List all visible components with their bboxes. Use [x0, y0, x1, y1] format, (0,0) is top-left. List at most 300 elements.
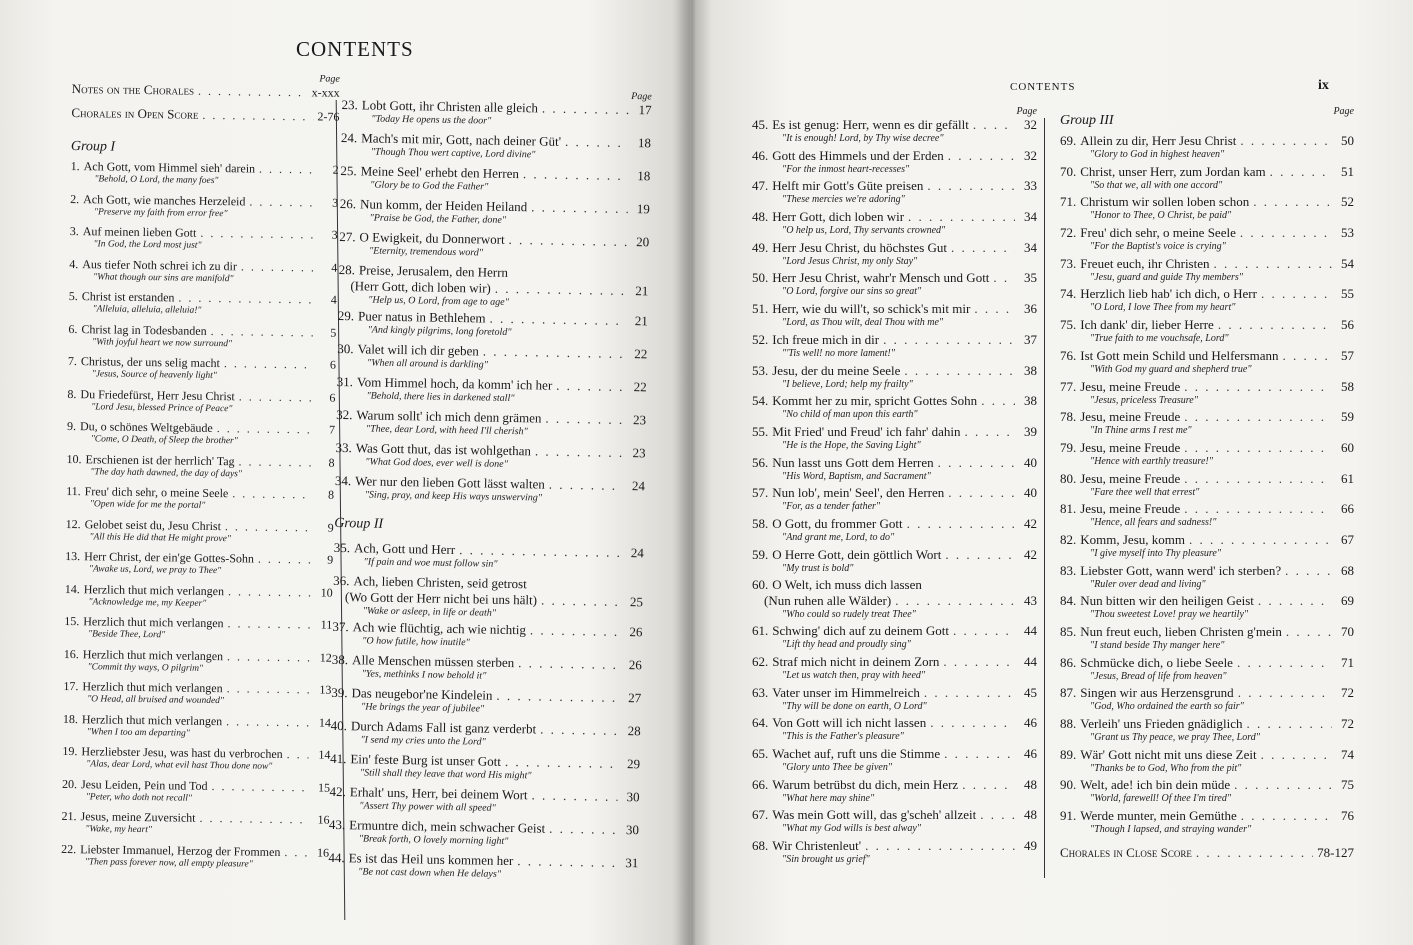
entry-page: 29	[626, 756, 641, 772]
entry-translation: "Jesus, Bread of life from heaven"	[1090, 670, 1227, 682]
leader-dots	[287, 747, 309, 762]
entry-title: Jesu, der du meine Seele	[772, 362, 901, 378]
chorale-entry	[333, 540, 644, 578]
entry-translation: "Jesus, priceless Treasure"	[1090, 394, 1198, 406]
entry-page: 39	[1024, 423, 1037, 439]
entry-translation: "O Head, all bruised and wounded"	[87, 694, 225, 707]
entry-title: Ermuntre dich, mein schwacher Geist	[349, 817, 546, 836]
entry-translation: "Peter, who doth not recall"	[85, 791, 192, 804]
entry-title: Verleih' uns Frieden gnädiglich	[1080, 716, 1243, 732]
entry-title: Helft mir Gott's Güte preisen	[772, 178, 924, 194]
chorale-entry	[1060, 655, 1354, 686]
chorale-entry	[337, 341, 648, 379]
entry-number: 52.	[752, 331, 769, 347]
leader-dots	[973, 117, 1015, 133]
entry-translation: "He brings the year of jubilee"	[360, 701, 485, 715]
leader-dots	[495, 281, 627, 299]
entry-title: O Welt, ich muss dich lassen	[772, 577, 922, 593]
leader-dots	[199, 811, 307, 828]
leader-dots	[1285, 563, 1332, 579]
entry-translation: "Hence, all fears and sadness!"	[1090, 517, 1217, 529]
entry-title: Mach's mit mir, Gott, nach deiner Güt'	[361, 130, 562, 149]
entry-translation: "Glory be to God the Father"	[370, 179, 489, 193]
leader-dots	[1214, 256, 1333, 272]
entry-title: O Gott, du frommer Gott	[772, 515, 903, 531]
chorale-entry	[1060, 624, 1354, 655]
entry-translation: "Who could so rudely treat Thee"	[782, 609, 916, 621]
leader-dots	[993, 270, 1015, 286]
entry-line	[1060, 225, 1354, 241]
chorale-entry	[61, 841, 329, 877]
entry-page: 75	[1341, 777, 1354, 793]
entry-line	[1060, 624, 1354, 640]
entry-translation: "I believe, Lord; help my frailty"	[782, 378, 913, 390]
chorale-entry	[66, 484, 334, 520]
entry-list	[335, 97, 652, 511]
entry-title: Warum betrübst du dich, mein Herz	[772, 776, 959, 792]
entry-translation: "Thanks be to God, Who from the pit"	[1090, 762, 1242, 774]
entry-number: 36.	[333, 572, 350, 589]
gutter-shadow	[672, 0, 712, 945]
entry-translation: "Be not cast down when He delays"	[358, 866, 502, 880]
entry-translation: "In God, the Lord most just"	[93, 239, 202, 251]
entry-translation: "Though I lapsed, and straying wander"	[1090, 824, 1252, 836]
entry-page: 6	[329, 390, 336, 405]
entry-title: Valet will ich dir geben	[357, 341, 479, 359]
entry-list	[1060, 133, 1354, 839]
entry-number: 72.	[1060, 225, 1077, 241]
entry-page: 26	[629, 624, 643, 640]
entry-number: 48.	[752, 209, 769, 225]
entry-line	[1060, 471, 1354, 487]
entry-translation: "With God my guard and shepherd true"	[1090, 363, 1252, 375]
entry-number: 34.	[334, 472, 352, 489]
entry-title: Herr Jesu Christ, du höchstes Gut	[772, 239, 948, 255]
leader-dots	[883, 332, 1015, 348]
entry-page: 31	[625, 855, 639, 871]
entry-translation: "Though Thou wert captive, Lord divine"	[370, 146, 536, 161]
chorale-entry	[752, 838, 1037, 869]
chorale-entry	[1060, 716, 1354, 747]
chorale-entry	[70, 159, 338, 195]
entry-number: 78.	[1060, 409, 1077, 425]
entry-page: 74	[1341, 746, 1354, 762]
chorale-entry	[70, 191, 338, 227]
entry-title: Kommt her zu mir, spricht Gottes Sohn	[772, 393, 978, 409]
entry-page: 24	[630, 545, 644, 561]
leader-dots	[1270, 164, 1332, 180]
entry-translation: "For the inmost heart-recesses"	[782, 163, 910, 175]
entry-page: 50	[1341, 133, 1354, 148]
chorale-entry	[752, 577, 1037, 623]
entry-number: 6.	[68, 321, 78, 336]
chorale-entry	[752, 363, 1037, 394]
leader-dots	[225, 519, 312, 535]
entry-number: 1.	[70, 158, 80, 174]
entry-line	[1060, 317, 1354, 333]
entry-translation: "The day hath dawned, the day of days"	[90, 466, 242, 479]
group-heading: Group III	[1060, 113, 1114, 128]
chorale-entry	[752, 654, 1037, 685]
chorale-entry	[328, 850, 639, 888]
entry-page: 27	[628, 690, 642, 706]
chorale-entry	[1060, 440, 1354, 471]
entry-number: 54.	[752, 393, 769, 409]
leader-dots	[549, 477, 623, 494]
chorale-entry	[752, 623, 1037, 654]
entry-page: 44	[1024, 623, 1037, 639]
leader-dots	[1286, 624, 1332, 640]
leader-dots	[228, 584, 311, 600]
entry-title: Komm, Jesu, komm	[1080, 531, 1185, 547]
entry-line	[1060, 286, 1354, 302]
entry-line	[752, 547, 1037, 563]
entry-title: Herr, wie du will't, so schick's mit mir	[772, 301, 971, 317]
entry-page: x-xxx	[311, 85, 340, 100]
entry-page: 21	[635, 283, 649, 299]
entry-number: 69.	[1060, 133, 1077, 148]
entry-title: Mit Fried' und Freud' ich fahr' dahin	[772, 423, 961, 439]
entry-title: Straf mich nicht in deinem Zorn	[772, 654, 940, 669]
entry-title: Ach wie flüchtig, ach wie nichtig	[352, 619, 527, 638]
entry-number: 29.	[337, 307, 355, 324]
chorale-entry	[333, 573, 644, 624]
entry-number: 32.	[336, 406, 353, 423]
entry-line	[752, 332, 1037, 348]
leader-dots	[517, 853, 616, 871]
page-column-label: Page	[631, 91, 652, 103]
chorale-entry	[752, 685, 1037, 716]
chorale-entry	[64, 614, 332, 650]
entry-title: Ich freue mich in dir	[772, 331, 880, 347]
entry-line	[1060, 440, 1354, 456]
entry-title: Jesu Leiden, Pein und Tod	[80, 776, 208, 793]
column-divider	[1044, 118, 1045, 878]
leader-dots	[904, 363, 1015, 379]
entry-number: 25.	[340, 162, 357, 179]
leader-dots	[518, 655, 620, 673]
entry-translation: "Commit thy ways, O pilgrim"	[87, 661, 204, 674]
entry-translation: "Acknowledge me, my Keeper"	[88, 596, 207, 609]
entry-line	[1060, 194, 1354, 210]
entry-number: 9.	[66, 418, 77, 434]
leader-dots	[1218, 317, 1332, 333]
entry-title: Allein zu dir, Herr Jesu Christ	[1080, 133, 1237, 148]
chorale-entry	[752, 746, 1037, 777]
entry-number: 7.	[67, 353, 78, 369]
chorale-entry	[62, 776, 330, 812]
entry-translation: "God, Who ordained the earth so fair"	[1090, 701, 1244, 713]
chorale-entry	[1060, 532, 1354, 563]
right-page-column-2	[1060, 106, 1354, 861]
entry-translation: "World, farewell! Of thee I'm tired"	[1090, 793, 1232, 805]
chorale-entry	[330, 751, 641, 789]
entry-translation: "Lord Jesus Christ, my only Stay"	[782, 255, 918, 267]
leader-dots	[1282, 348, 1332, 364]
entry-title: Liebster Gott, wann werd' ich sterben?	[1080, 562, 1282, 578]
entry-line	[752, 148, 1037, 164]
entry-page: 18	[637, 135, 652, 151]
entry-number: 17.	[63, 678, 79, 694]
entry-number: 49.	[752, 239, 769, 255]
chorale-entry	[339, 229, 650, 267]
entry-translation: "Grant us Thy peace, we pray Thee, Lord"	[1090, 732, 1260, 744]
entry-page: 43	[1024, 593, 1037, 609]
chorale-entry	[752, 777, 1037, 808]
entry-page: 5	[330, 325, 337, 340]
leader-dots	[1240, 225, 1332, 241]
entry-number: 45.	[752, 117, 769, 132]
chorale-entry	[335, 473, 646, 511]
leader-dots	[541, 593, 621, 610]
entry-translation: "He is the Hope, the Saving Light"	[782, 439, 921, 451]
leader-dots	[907, 516, 1015, 532]
entry-title: Nun komm, der Heiden Heiland	[359, 196, 528, 215]
leader-dots	[1253, 194, 1332, 210]
entry-title: Preise, Jerusalem, den Herrn	[358, 262, 509, 280]
chorale-entry	[68, 289, 336, 325]
entry-number: 88.	[1060, 716, 1077, 732]
entry-translation: "Praise be God, the Father, done"	[369, 212, 507, 226]
chorale-entry	[335, 440, 646, 478]
leader-dots	[965, 424, 1015, 440]
leader-dots	[1184, 501, 1332, 517]
entry-number: 63.	[752, 684, 769, 700]
chorale-entry	[1060, 133, 1354, 164]
entry-page: 45	[1024, 684, 1037, 700]
page-title: CONTENTS	[296, 37, 414, 61]
entry-translation: "What God does, ever well is done"	[365, 456, 508, 470]
entry-translation: "Alleluia, alleluia, alleluia!"	[92, 304, 202, 316]
chorale-entry	[61, 809, 329, 845]
entry-number: 77.	[1060, 378, 1077, 394]
entry-line	[752, 393, 1037, 409]
entry-page: 76	[1341, 808, 1354, 824]
entry-page: 32	[1024, 147, 1037, 163]
leader-dots	[930, 715, 1015, 731]
leader-dots	[227, 649, 310, 665]
chorale-entry	[752, 117, 1037, 148]
entry-page: 42	[1024, 546, 1037, 562]
entry-line	[1060, 379, 1354, 395]
leader-dots	[224, 356, 314, 372]
entry-page: 67	[1341, 531, 1354, 547]
entry-title: Vater unser im Himmelreich	[772, 684, 920, 700]
leader-dots	[980, 807, 1015, 823]
entry-number: 24.	[340, 129, 358, 146]
entry-title: Nun lasst uns Gott dem Herren	[772, 454, 934, 470]
chorale-entry	[329, 784, 640, 822]
entry-title: Christ, unser Herr, zum Jordan kam	[1080, 163, 1266, 179]
entry-translation: "Break forth, O lovely morning light"	[358, 833, 509, 848]
entry-number: 64.	[752, 715, 769, 731]
leader-dots	[948, 485, 1015, 501]
entry-line	[1060, 164, 1354, 180]
chorale-entry	[338, 262, 649, 313]
entry-page: 6	[329, 357, 337, 372]
entry-translation: "Today He opens us the door"	[371, 113, 492, 127]
leader-dots	[542, 100, 630, 118]
leader-dots	[938, 455, 1015, 471]
leader-dots	[217, 421, 313, 437]
entry-page: 59	[1341, 409, 1354, 425]
entry-line	[1060, 808, 1354, 824]
entry-title: Nun bitten wir den heiligen Geist	[1080, 593, 1254, 609]
chorale-entry	[67, 386, 335, 422]
entry-page: 18	[637, 168, 651, 184]
chorale-entry	[66, 451, 334, 487]
entry-translation: "Eternity, tremendous word"	[368, 245, 484, 259]
entry-title: Ach Gott, wie manches Herzeleid	[83, 191, 246, 208]
entry-translation: "These mercies we're adoring"	[782, 194, 905, 206]
entry-title: Chorales in Close Score	[1060, 844, 1192, 860]
chorale-entry	[1060, 256, 1354, 287]
entry-number: 62.	[752, 654, 769, 669]
leader-dots	[549, 821, 617, 838]
leader-dots	[249, 194, 316, 210]
entry-page: 4	[331, 260, 338, 275]
chorale-entry	[331, 685, 642, 723]
entry-page: 51	[1341, 163, 1354, 179]
entry-line	[1060, 563, 1354, 579]
entry-title: Wer nur den lieben Gott lässt walten	[355, 473, 545, 492]
entry-page: 19	[636, 201, 650, 217]
entry-title: Das neugebor'ne Kindelein	[351, 685, 493, 703]
entry-translation: "Alas, dear Lord, what evil hast Thou done now"	[86, 759, 273, 772]
chorale-entry	[330, 718, 641, 756]
entry-translation: "Thy will be done on earth, O Lord"	[782, 700, 927, 712]
entry-translation: "Jesus, Source of heavenly light"	[91, 369, 217, 382]
entry-translation: "Preserve my faith from error free"	[93, 206, 228, 219]
entry-number: 14.	[64, 581, 80, 596]
chorale-entry	[63, 646, 331, 682]
leader-dots	[259, 162, 317, 178]
chorale-entry	[752, 547, 1037, 578]
chorale-entry	[752, 485, 1037, 516]
entry-page: 36	[1024, 301, 1037, 317]
chorale-entry	[1060, 563, 1354, 594]
leader-dots	[505, 754, 618, 772]
entry-title: Welt, ade! ich bin dein müde	[1080, 777, 1231, 793]
leader-dots	[531, 787, 617, 804]
leader-dots	[908, 209, 1015, 225]
entry-page: 69	[1341, 593, 1354, 609]
entry-title: Freu' dich sehr, o meine Seele	[84, 484, 229, 501]
entry-page: 55	[1341, 286, 1354, 302]
page-column-label: Page	[1016, 106, 1037, 117]
entry-translation: "Wake, my heart"	[85, 824, 152, 836]
leader-dots	[483, 344, 626, 362]
entry-title: Wir Christenleut'	[772, 838, 862, 854]
entry-title: Du Friedefürst, Herr Jesu Christ	[80, 386, 235, 403]
entry-line	[1060, 716, 1354, 732]
entry-translation: "Glory to God in highest heaven"	[1090, 149, 1225, 160]
entry-title: Jesu, meine Freude	[1080, 378, 1181, 394]
entry-number: 38.	[331, 651, 349, 668]
entry-title: O Ewigkeit, du Donnerwort	[359, 229, 505, 247]
chorale-entry	[1060, 348, 1354, 379]
entry-line	[1060, 777, 1354, 793]
entry-page: 20	[636, 234, 650, 250]
entry-title: Jesu, meine Freude	[1080, 409, 1181, 425]
entry-title: Freuet euch, ihr Christen	[1080, 255, 1210, 271]
entry-page: 68	[1341, 562, 1354, 578]
entry-list	[328, 540, 644, 888]
entry-number: 53.	[752, 362, 769, 378]
entry-line	[752, 424, 1037, 440]
entry-translation: "For the Baptist's voice is crying"	[1090, 241, 1226, 253]
entry-page: 13	[319, 682, 332, 697]
leader-dots	[945, 547, 1015, 563]
entry-title: Ach, lieben Christen, seid getrost	[353, 573, 527, 592]
entry-translation: "When all around is darkling"	[366, 357, 488, 371]
entry-number: 47.	[752, 178, 769, 194]
entry-number: 74.	[1060, 286, 1077, 302]
chorale-entry	[337, 308, 648, 346]
entry-title: Erhalt' uns, Herr, bei deinem Wort	[349, 784, 528, 803]
entry-line	[752, 485, 1037, 501]
chorale-entry	[69, 224, 337, 260]
entry-line	[752, 577, 1037, 593]
entry-page: 60	[1341, 439, 1354, 455]
entry-line	[752, 623, 1037, 639]
entry-title: Schwing' dich auf zu deinem Gott	[772, 623, 949, 639]
leader-dots	[951, 240, 1015, 256]
entry-translation: "This is the Father's pleasure"	[782, 731, 904, 743]
entry-number: 4.	[69, 256, 79, 271]
chorale-entry	[752, 301, 1037, 332]
entry-page: 40	[1024, 454, 1037, 470]
chorale-entry	[67, 419, 335, 455]
entry-translation: "If pain and woe must follow sin"	[363, 556, 498, 570]
entry-translation: "Awake us, Lord, we pray to Thee"	[88, 564, 222, 577]
left-page	[0, 0, 690, 945]
entry-line	[1060, 685, 1354, 701]
entry-page: 4	[330, 292, 337, 307]
entry-line	[752, 240, 1037, 256]
entry-page: 17	[638, 102, 652, 118]
entry-number: 12.	[65, 516, 81, 531]
chorale-entry	[336, 407, 647, 445]
chorale-entry	[341, 97, 652, 135]
entry-page: 8	[328, 455, 335, 470]
entry-title: Herzlich thut mich verlangen	[81, 711, 223, 728]
leader-dots	[238, 454, 312, 470]
entry-number: 18.	[62, 711, 79, 726]
entry-title: Schmücke dich, o liebe Seele	[1080, 654, 1233, 670]
entry-number: 60.	[752, 577, 769, 593]
entry-number: 2.	[70, 191, 80, 206]
entry-number: 71.	[1060, 194, 1077, 210]
entry-number: 89.	[1060, 746, 1077, 762]
chorale-entry	[1060, 409, 1354, 440]
entry-page: 23	[632, 445, 646, 461]
chorale-entry	[62, 744, 330, 780]
entry-page: 12	[319, 650, 332, 665]
entry-title: Was mein Gott will, das g'scheh' allzeit	[772, 807, 977, 823]
chorale-entry	[752, 424, 1037, 455]
front-entry	[71, 105, 339, 143]
chorale-entry	[752, 807, 1037, 838]
entry-number: 39.	[331, 684, 348, 701]
entry-page: 58	[1341, 378, 1354, 394]
entry-number: 26.	[339, 195, 357, 212]
entry-translation: "Glory unto Thee be given"	[782, 762, 893, 774]
entry-page: 25	[629, 594, 644, 610]
entry-page: 9	[327, 520, 334, 535]
entry-page: 32	[1024, 117, 1037, 132]
entry-line	[752, 209, 1037, 225]
